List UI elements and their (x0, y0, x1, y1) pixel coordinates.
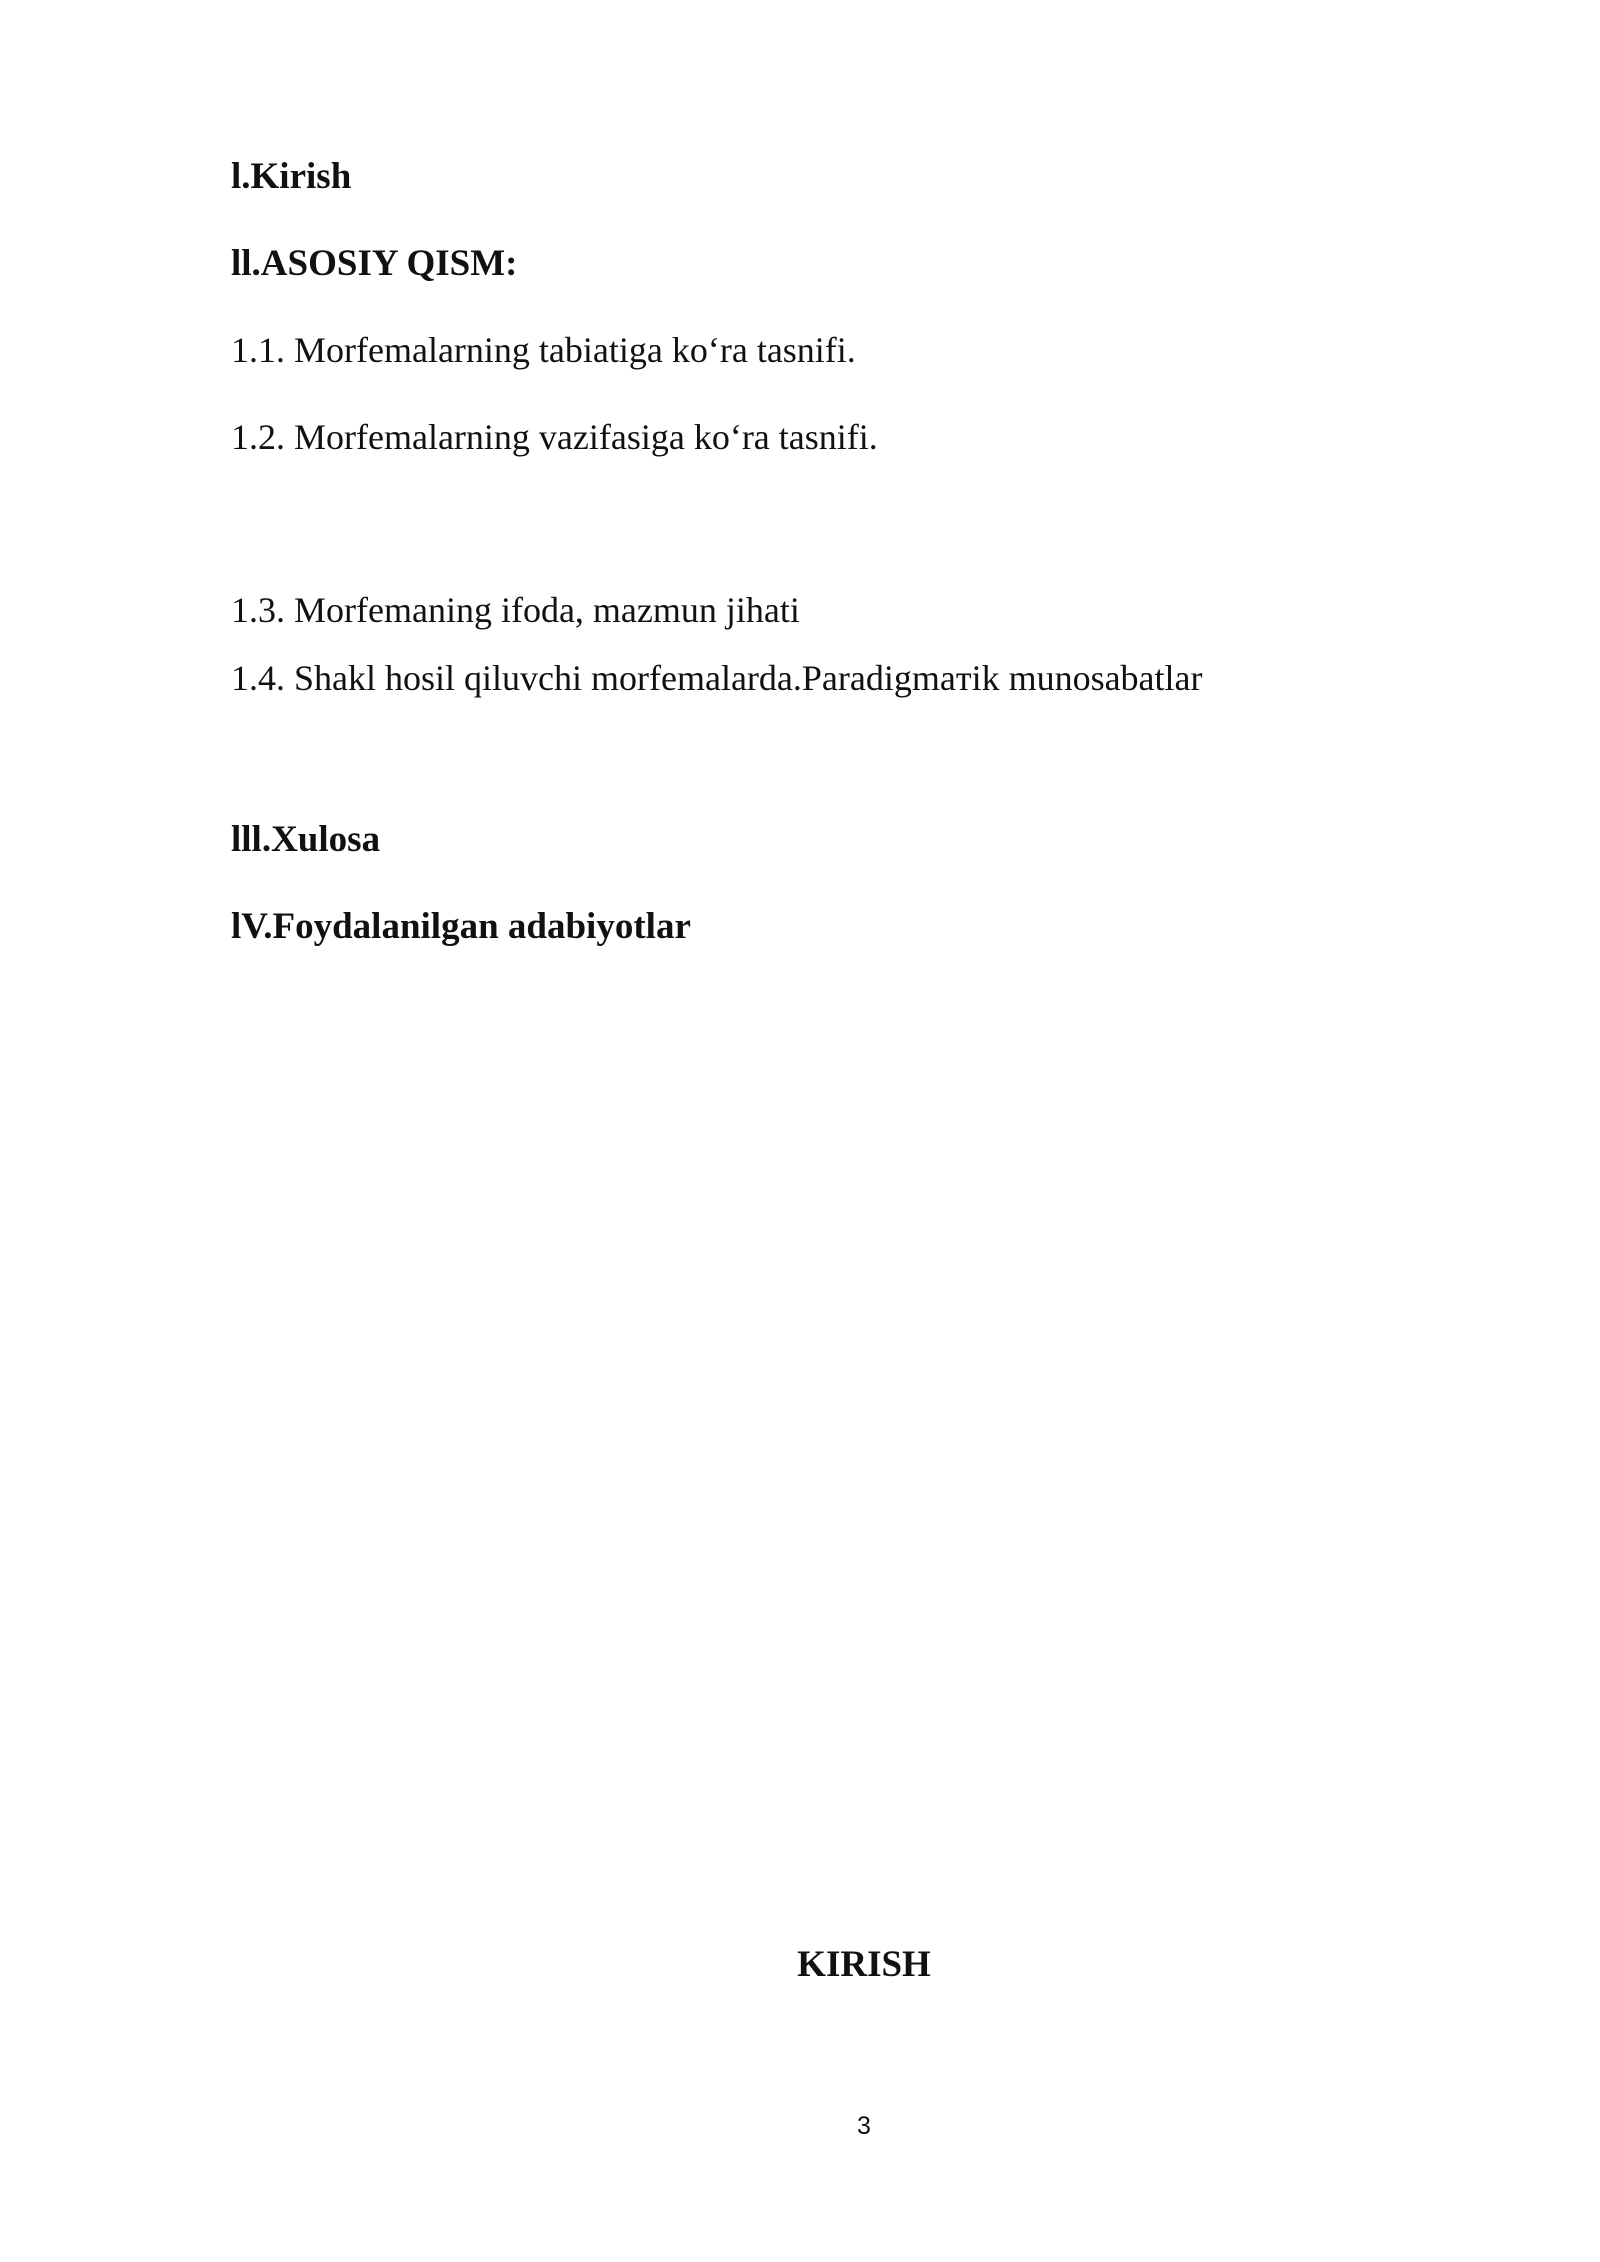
page-number: 3 (857, 2112, 871, 2140)
toc-main-part: ll.ASOSIY QISM: (231, 243, 518, 284)
toc-conclusion: lll.Xulosa (231, 819, 381, 860)
toc-references: lV.Foydalanilgan adabiyotlar (231, 906, 691, 947)
toc-intro: l.Kirish (231, 156, 352, 197)
toc-item: 1.4. Shakl hosil qiluvchi morfemalarda.Paradigmaтik munosabatlar (231, 658, 1203, 698)
section-heading: KIRISH (797, 1944, 931, 1985)
toc-item: 1.3. Morfemaning ifoda, mazmun jihati (231, 590, 800, 630)
toc-item: 1.2. Morfemalarning vazifasiga ko‘ra tasnifi. (231, 417, 878, 457)
toc-item: 1.1. Morfemalarning tabiatiga ko‘ra tasnifi. (231, 330, 856, 370)
